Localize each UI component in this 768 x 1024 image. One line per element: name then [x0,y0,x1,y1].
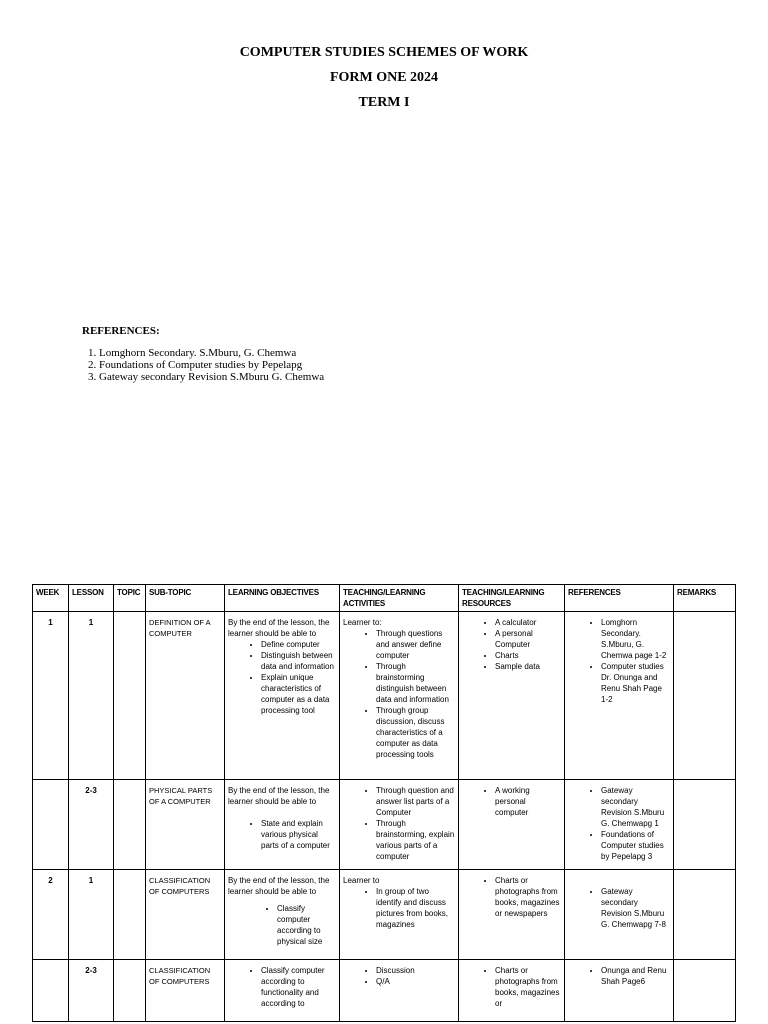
header-subtopic: SUB-TOPIC [146,585,225,612]
lesson-cell: 1 [69,612,114,780]
reference-item: 2. Foundations of Computer studies by Pepelapg [99,359,324,371]
header-activities: TEACHING/LEARNING ACTIVITIES [340,585,459,612]
objectives-cell [225,960,340,1022]
title-line-2: FORM ONE 2024 [329,70,439,85]
objectives-cell [225,870,340,960]
resources-list [462,965,561,1009]
table-row [33,960,736,1022]
topic-cell [114,780,146,870]
references-cell-list [568,886,670,930]
list-item: • Q/A [376,976,455,987]
list-item: • Foundations of Computer studies by Pepelapg 3 [601,829,670,862]
activities-intro: Learner to: [343,618,382,627]
activities-list [343,886,455,930]
topic-cell [114,960,146,1022]
activities-list [343,628,455,760]
subtopic-cell: CLASSIFICATION OF COMPUTERS [146,960,225,1022]
activities-cell [340,960,459,1022]
list-item: • Sample data [495,661,561,672]
activities-list [343,785,455,862]
activities-cell [340,870,459,960]
list-item: • Onunga and Renu Shah Page6 [601,965,670,987]
list-item: • Distinguish between data and information [261,650,336,672]
header-references: REFERENCES [565,585,674,612]
topic-cell [114,870,146,960]
remarks-cell [674,780,736,870]
list-item: • Through group discussion, discuss characteristics of a computer as data processing tools [376,705,455,760]
objectives-cell [225,780,340,870]
objectives-list [228,903,336,947]
references-section [82,325,324,383]
lesson-cell: 2-3 [69,780,114,870]
lesson-cell: 1 [69,870,114,960]
list-item: • In group of two identify and discuss pictures from books, magazines [376,886,455,930]
remarks-cell [674,612,736,780]
title-line-3: TERM I [358,95,410,110]
subtopic-cell: DEFINITION OF A COMPUTER [146,612,225,780]
references-cell [565,612,674,780]
table-header-row [33,585,736,612]
resources-list [462,875,561,919]
references-heading: REFERENCES: [82,325,160,337]
list-item: • Explain unique characteristics of computer as a data processing tool [261,672,336,716]
references-list [82,347,324,383]
references-cell-list [568,617,670,705]
list-item: • Through question and answer list parts of a Computer [376,785,455,818]
table-row [33,780,736,870]
list-item: • Charts or photographs from books, magazines or newspapers [495,875,561,919]
list-item: • Through brainstorming distinguish between data and information [376,661,455,705]
list-item: • Through brainstorming, explain various parts of a computer [376,818,455,862]
objectives-intro: By the end of the lesson, the learner should be able to [228,876,330,896]
list-item: • A calculator [495,617,561,628]
list-item: • State and explain various physical parts of a computer [261,818,336,851]
week-cell: 1 [33,612,69,780]
objectives-intro: By the end of the lesson, the learner should be able to [228,786,330,806]
scheme-table [32,584,736,1022]
week-cell: 2 [33,870,69,960]
references-cell [565,780,674,870]
header-topic: TOPIC [114,585,146,612]
list-item: • Through questions and answer define computer [376,628,455,661]
list-item: • Charts or photographs from books, magazines or [495,965,561,1009]
objectives-list [228,818,336,851]
list-item: • Charts [495,650,561,661]
document-title [0,40,768,115]
objectives-list [228,639,336,716]
list-item: • Computer studies Dr. Onunga and Renu Shah Page 1-2 [601,661,670,705]
header-objectives: LEARNING OBJECTIVES [225,585,340,612]
header-week: WEEK [33,585,69,612]
objectives-intro: By the end of the lesson, the learner should be able to [228,618,330,638]
resources-cell [459,780,565,870]
objectives-cell [225,612,340,780]
references-cell [565,960,674,1022]
table-row [33,612,736,780]
list-item: • Gateway secondary Revision S.Mburu G. Chemwapg 7-8 [601,886,670,930]
reference-item: 3. Gateway secondary Revision S.Mburu G. Chemwa [99,371,324,383]
title-line-1: COMPUTER STUDIES SCHEMES OF WORK [239,45,529,60]
lesson-cell: 2-3 [69,960,114,1022]
list-item: • Define computer [261,639,336,650]
objectives-list [228,965,336,1009]
list-item: • Lomghorn Secondary. S.Mburu, G. Chemwa page 1-2 [601,617,670,661]
activities-cell [340,612,459,780]
week-cell [33,960,69,1022]
references-cell-list [568,785,670,862]
resources-list [462,617,561,672]
list-item: • Classify computer according to functionality and according to [261,965,336,1009]
resources-cell [459,612,565,780]
table-row [33,870,736,960]
topic-cell [114,612,146,780]
activities-intro: Learner to [343,876,380,885]
header-remarks: REMARKS [674,585,736,612]
list-item: • A personal Computer [495,628,561,650]
resources-list [462,785,561,818]
activities-cell [340,780,459,870]
remarks-cell [674,870,736,960]
reference-item: 1. Lomghorn Secondary. S.Mburu, G. Chemwa [99,347,324,359]
resources-cell [459,870,565,960]
header-resources: TEACHING/LEARNING RESOURCES [459,585,565,612]
list-item: • A working personal computer [495,785,561,818]
header-lesson: LESSON [69,585,114,612]
subtopic-cell: PHYSICAL PARTS OF A COMPUTER [146,780,225,870]
list-item: • Discussion [376,965,455,976]
references-cell-list [568,965,670,987]
remarks-cell [674,960,736,1022]
activities-list [343,965,455,987]
references-cell [565,870,674,960]
subtopic-cell: CLASSIFICATION OF COMPUTERS [146,870,225,960]
list-item: • Gateway secondary Revision S.Mburu G. Chemwapg 1 [601,785,670,829]
week-cell [33,780,69,870]
list-item: • Classify computer according to physical size [277,903,336,947]
resources-cell [459,960,565,1022]
